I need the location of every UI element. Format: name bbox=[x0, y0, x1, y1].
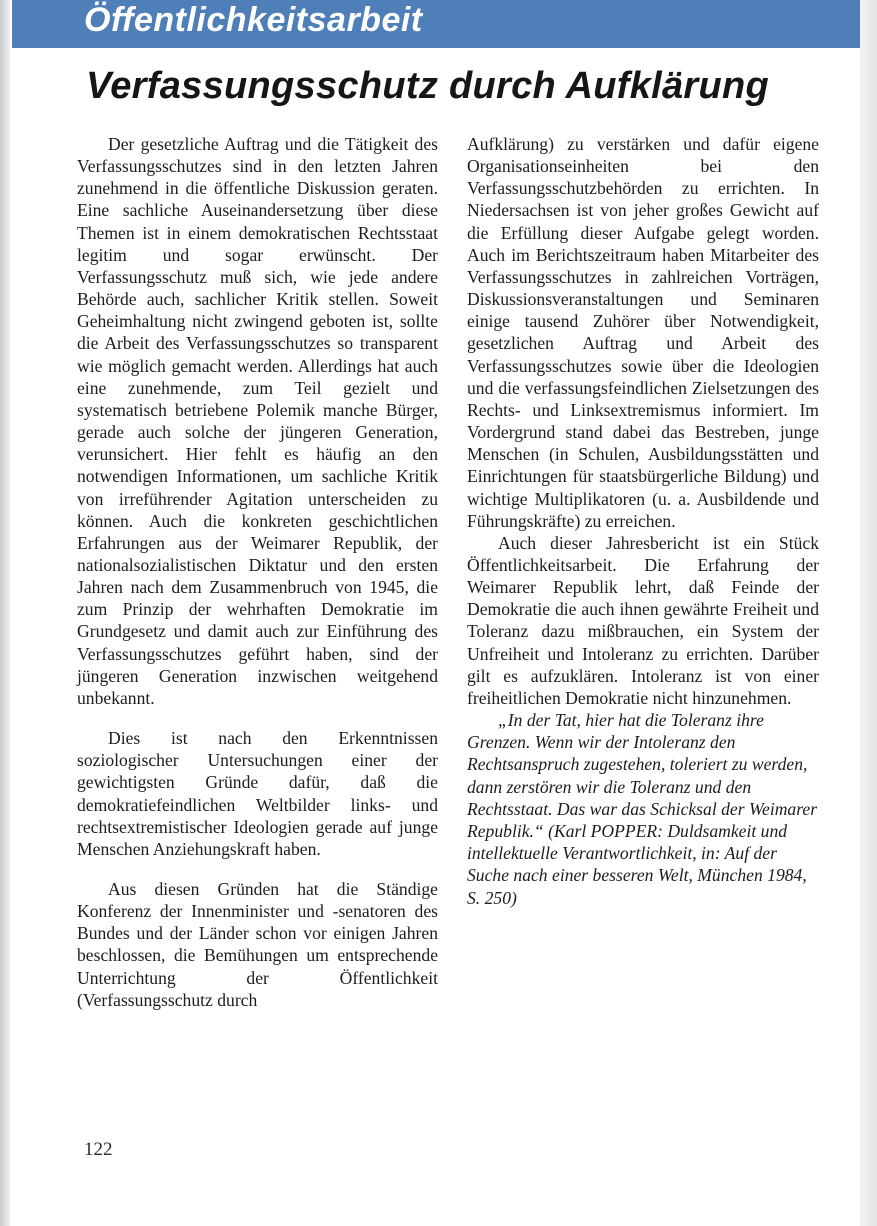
paragraph: Aus diesen Gründen hat die Ständige Konferenz der Innenminister und -senatoren des Bundes und der Länder schon vor einigen Jahren beschlossen, die Bemühungen um entsprechende Unterrichtung der Öffentlichkeit (Verfassungsschutz durch bbox=[77, 879, 438, 1010]
paragraph: Aufklärung) zu verstärken und dafür eigene Organisationseinheiten bei den Verfassungsschutzbehörden zu errichten. In Niedersachsen ist von jeher großes Gewicht auf die Erfüllung dieser Aufgabe gelegt worden. Auch im Berichtszeitraum haben Mitarbeiter des Verfassungsschutzes in zahlreichen Vorträgen, Diskussionsveranstaltungen und Seminaren einige tausend Zuhörer über Notwendigkeit, gesetzlichen Auftrag und Arbeit des Verfassungsschutzes sowie über die Ideologien und die verfassungsfeindlichen Zielsetzungen des Rechts- und Linksextremismus informiert. Im Vordergrund stand dabei das Bestreben, junge Menschen (in Schulen, Ausbildungsstätten und Einrichtungen für staatsbürgerliche Bildung) und wichtige Multiplikatoren (u. a. Ausbildende und Führungskräfte) zu erreichen. bbox=[467, 134, 819, 531]
page-right-margin bbox=[860, 0, 877, 1226]
section-label: Öffentlichkeitsarbeit bbox=[84, 1, 423, 39]
paragraph: Der gesetzliche Auftrag und die Tätigkeit des Verfassungsschutzes sind in den letzten Jahren zunehmend in die öffentliche Diskussion geraten. Eine sachliche Auseinandersetzung über diese Themen ist in einem demokratischen Rechtsstaat legitim und sogar erwünscht. Der Verfassungsschutz muß sich, wie jede andere Behörde auch, sachlicher Kritik stellen. Soweit Geheimhaltung nicht zwingend geboten ist, sollte die Arbeit des Verfassungsschutzes so transparent wie möglich gemacht werden. Allerdings hat auch eine zunehmende, zum Teil gezielt und systematisch betriebene Polemik manche Bürger, gerade auch solche der jüngeren Generation, verunsichert. Hier fehlt es häufig an den notwendigen Informationen, um sachliche Kritik von irreführender Agitation unterscheiden zu können. Auch die konkreten geschichtlichen Erfahrungen aus der Weimarer Republik, der nationalsozialistischen Diktatur und den ersten Jahren nach dem Zusammenbruch von 1945, die zum Prinzip der wehrhaften Demokratie im Grundgesetz und damit auch zur Einführung des Verfassungsschutzes geführt haben, sind der jüngeren Generation inzwischen weitgehend unbekannt. bbox=[77, 134, 438, 708]
paragraph: Dies ist nach den Erkenntnissen soziologischer Untersuchungen einer der gewichtigsten Gründe dafür, daß die demokratiefeindlichen Weltbilder links- und rechtsextremistischer Ideologien gerade auf junge Menschen Anziehungskraft haben. bbox=[77, 728, 438, 859]
paragraph: Auch dieser Jahresbericht ist ein Stück Öffentlichkeitsarbeit. Die Erfahrung der Weimarer Republik lehrt, daß Feinde der Demokratie die auch ihnen gewährte Freiheit und Toleranz dazu mißbrauchen, ein System der Unfreiheit und Intoleranz zu errichten. Darüber gilt es aufzuklären. Intoleranz ist von einer freiheitlichen Demokratie nicht hinzunehmen. bbox=[467, 532, 819, 708]
page-number: 122 bbox=[84, 1139, 113, 1160]
page-edge-shadow bbox=[0, 0, 10, 1226]
left-text-column bbox=[77, 133, 438, 1011]
page-title: Verfassungsschutz durch Aufklärung bbox=[86, 65, 770, 107]
right-text-column bbox=[467, 133, 819, 909]
popper-quote: „In der Tat, hier hat die Toleranz ihre Grenzen. Wenn wir der Intoleranz den Rechtsanspruch zugestehen, toleriert zu werden, dann zerstören wir die Toleranz und den Rechtsstaat. Das war das Schicksal der Weimarer Republik.“ (Karl POPPER: Duldsamkeit und intellektuelle Verantwortlichkeit, in: Auf der Suche nach einer besseren Welt, München 1984, S. 250) bbox=[467, 710, 818, 908]
